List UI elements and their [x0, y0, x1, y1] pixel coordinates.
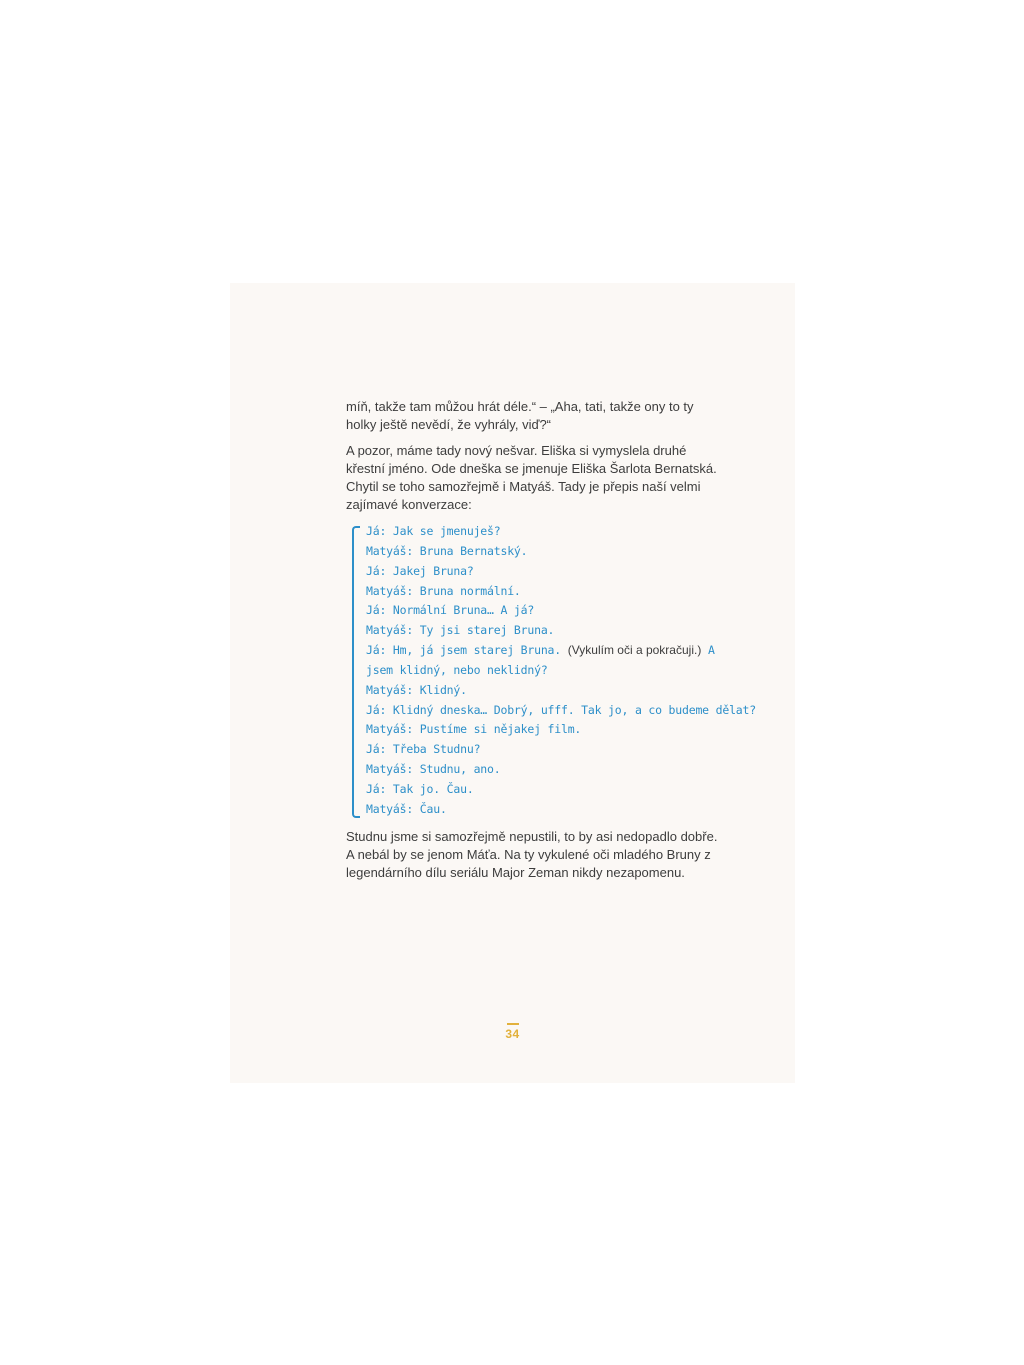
- dialog-line: Já: Klidný dneska… Dobrý, ufff. Tak jo, a co budeme dělat?: [366, 702, 756, 717]
- dialog-line: Já: Jak se jmenuješ?: [366, 524, 501, 538]
- dialog-line-start: Já: Hm, já jsem starej Bruna.: [366, 643, 561, 658]
- dialog-bracket: [352, 526, 360, 818]
- page-number: 34: [505, 1027, 520, 1041]
- dialog-line: Matyáš: Čau.: [366, 801, 447, 816]
- dialog-transcript: [346, 522, 756, 820]
- dialog-line: Matyáš: Ty jsi starej Bruna.: [366, 623, 555, 638]
- paragraph-closing: Studnu jsme si samozřejmě nepustili, to by asi nedopadlo dobře. A nebál by se jenom Máťa. Na ty vykulené oči mladého Bruny z legendárního dílu seriálu Major Zeman nikdy nezapomenu.: [346, 828, 718, 880]
- dialog-line-end: A jsem klidný, nebo neklidný?: [366, 643, 715, 677]
- dialog-line: Matyáš: Klidný.: [366, 682, 467, 697]
- dialog-line: Já: Tak jo. Čau.: [366, 781, 474, 796]
- dialog-line: Matyáš: Bruna Bernatský.: [366, 543, 528, 558]
- book-page: [230, 283, 795, 1083]
- dialog-line: Matyáš: Pustíme si nějakej film.: [366, 722, 582, 737]
- page-number-ornament: [507, 1023, 519, 1025]
- paragraph-intro: míň, takže tam můžou hrát déle.“ – „Aha, tati, takže ony to ty holky ještě nevědí, že vyhrály, viď?“: [346, 399, 694, 432]
- dialog-line-with-aside: [366, 641, 718, 681]
- dialog-line: Matyáš: Bruna normální.: [366, 583, 521, 598]
- dialog-line: Já: Normální Bruna… A já?: [366, 603, 535, 618]
- page-footer: [230, 1023, 795, 1041]
- paragraph-new-habit: A pozor, máme tady nový nešvar. Eliška si vymyslela druhé křestní jméno. Ode dneška se jmenuje Eliška Šarlota Bernatská. Chytil se toho samozřejmě i Matyáš. Tady je přepis naší velmi zajímavé konverzace:: [346, 443, 717, 512]
- dialog-line: Já: Jakej Bruna?: [366, 563, 474, 578]
- dialog-line: Matyáš: Studnu, ano.: [366, 762, 501, 777]
- page-content: [346, 398, 756, 890]
- dialog-stage-direction: (Vykulím oči a pokračuji.): [567, 643, 702, 658]
- dialog-line: Já: Třeba Studnu?: [366, 742, 481, 757]
